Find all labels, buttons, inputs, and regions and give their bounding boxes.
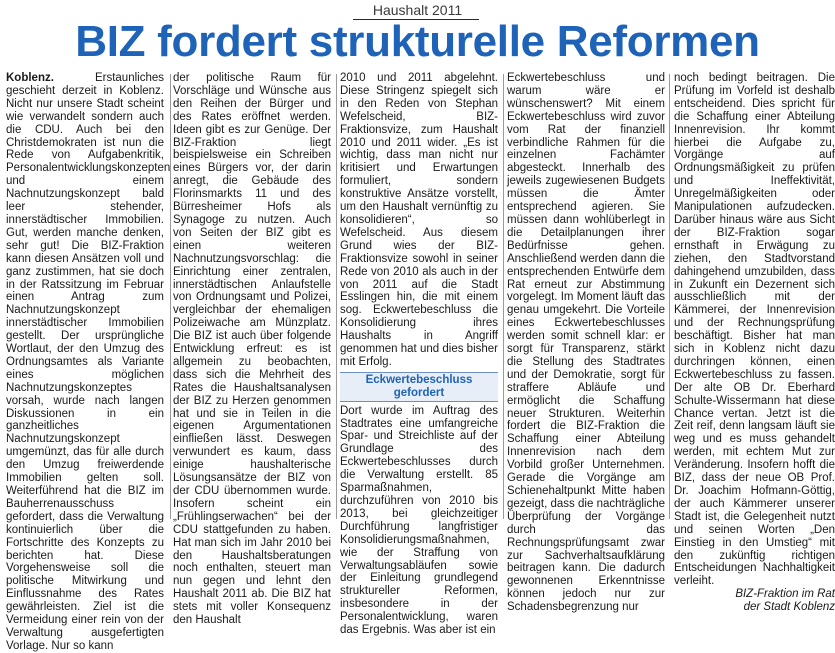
dateline: Koblenz. bbox=[6, 72, 54, 84]
article-column-5 bbox=[674, 72, 835, 614]
article-body bbox=[6, 72, 835, 652]
page-title: BIZ fordert strukturelle Reformen bbox=[75, 17, 760, 66]
section-kicker: Haushalt 2011 bbox=[372, 2, 463, 18]
article-paragraph bbox=[6, 72, 171, 653]
article-text: Eckwertebeschluss und warum wäre er wünschenswert? Mit einem Eckwertebeschluss wird zuvor vom Rat der finanziell verbindliche Rahmen für die einzelnen Fachämter abgesteckt. Innerhalb des jeweils zugewiesenen Budgets müssen die Ämter entsprechend agieren. Sie müssen dann wohlüberlegt in die Detailplanungen ihrer Bedürfnisse gehen. Anschließend werden dann die entsprechenden Entwürfe dem Rat erneut zur Abstimmung vorgelegt. Im Moment läuft das genau umgekehrt. Die Vorteile eines Eckwertebeschlusses werden somit schnell klar: er sorgt für Transparenz, stärkt die Stellung des Stadtrates und der Demokratie, sorgt für straffere Abläufe und ermöglicht die Schaffung neuer Strukturen. Weiterhin fordert die BIZ-Fraktion die Schaffung einer Abteilung Innenrevision nach dem Vorbild großer Unternehmen. Gerade die Vorgänge am Schienehaltpunkt Mitte haben gezeigt, dass die nachträgliche Überprüfung der Vorgänge durch das Rechnungsprüfungsamt zwar zur Sachverhaltsaufklärung beitragen kann. Die dadurch gewonnenen Erkenntnisse können jedoch nur zur Schadensbegrenzung nur bbox=[507, 72, 665, 614]
article-text: 2010 und 2011 abgelehnt. Diese Stringenz spiegelt sich in den Reden von Stephan Wefelscheid, BIZ-Fraktionsvize, zum Haushalt 2010 und 2011 wider. „Es ist wichtig, dass man nicht nur kritisiert und Erwartungen formuliert, sondern konstruktive Ansätze vorstellt, um den Haushalt vernünftig zu konsolidieren“, so Wefelscheid. Aus diesem Grund wies der BIZ-Fraktionsvize sowohl in seiner Rede von 2010 als auch in der von 2011 auf die Stadt Esslingen hin, die mit einem sog. Eckwertebeschluss die Konsolidierung ihres Haushalts in Angriff genommen hat und dies bisher mit Erfolg. bbox=[340, 72, 498, 368]
article-column-1 bbox=[6, 72, 171, 652]
article-text: der politische Raum für Vorschläge und Wünsche aus den Reihen der Bürger und des Rates eröffnet werden. Ideen gibt es zur Genüge. Der BIZ-Fraktion liegt beispielsweise ein Schreiben eines Bürgers vor, der darin anregt, die Gebäude des Florinsmarkts 11 und des Bürresheimer Hofs als Synagoge zu nutzen. Auch von Seiten der BIZ gibt es einen weiteren Nachnutzungsvorschlag: die Einrichtung einer zentralen, innerstädtischen Anlaufstelle von Ordnungsamt und Polizei, vergleichbar der ehemaligen Polizeiwache am Münzplatz. Die BIZ ist auch über folgende Entwicklung erfreut: es ist allgemein zu beobachten, dass sich die Mehrheit des Rates die Haushaltsanalysen der BIZ zu Herzen genommen hat und sie in Teilen in die eigenen Argumentationen einfließen lässt. Deswegen verwundert es kaum, dass einige haushalterische Lösungsansätze der BIZ von der CDU übernommen wurde. Insofern scheint ein „Frühlingserwachen“ bei der CDU stattgefunden zu haben. Hat man sich im Jahr 2010 bei den Haushaltsberatungen noch enthalten, steuert man nun gegen und lehnt den Haushalt 2011 ab. Die BIZ hat stets mit voller Konsequenz den Haushalt bbox=[173, 72, 331, 627]
article-text: Dort wurde im Auftrag des Stadtrates eine umfangreiche Spar- und Streichliste auf der Grundlage des Eckwertebeschlusses durch die Verwaltung erstellt. 85 Sparmaßnahmen, durchzuführen von 2010 bis 2013, bei gleichzeitiger Durchführung langfristiger Konsolidierungsmaßnahmen, wie der Straffung von Verwaltungsabläufen sowie der Einleitung grundlegend struktureller Reformen, insbesondere in der Personalentwicklung, waren das Ergebnis. Was aber ist ein bbox=[340, 404, 498, 637]
article-column-3 bbox=[340, 72, 498, 637]
article-text: Erstaunliches geschieht derzeit in Koblenz. Nicht nur unsere Stadt scheint wie verwandelt sondern auch die CDU. Auch bei den Christdemokraten ist nun die Rede von Aufgabenkritik, Personalentwicklungskonzepten und einem Nachnutzungskonzept bald leer stehender, innerstädtischer Immobilien. Gut, werden manche denken, sehr gut! Die BIZ-Fraktion kann diesen Ansätzen voll und ganz zustimmen, hat sie doch in der Ratssitzung im Februar einen Antrag zum Nachnutzungskonzept innerstädtischer Immobilien gestellt. Der ursprüngliche Wortlaut, der den Umzug des Ordnungsamtes als Variante eines möglichen Nachnutzungskonzeptes vorsah, wurde nach langen Diskussionen in ein ganzheitliches Nachnutzungskonzept umgemünzt, das für alle durch den Umzug freiwerdende Immobilien gelten soll. Weiterführend hat die BIZ im Bauherrenausschuss gefordert, dass die Verwaltung kontinuierlich über die Fortschritte des Konzepts zu berichten hat. Diese Vorgehensweise soll die politische Mitwirkung und Einflussnahme des Rates gewährleisten. Ziel ist die Vermeidung einer rein von der Verwaltung ausgefertigten Vorlage. Nur so kann bbox=[6, 72, 171, 652]
article-text: noch bedingt beitragen. Die Prüfung im Vorfeld ist deshalb entscheidend. Dies spricht für die Schaffung einer Abteilung Innenrevision. Ihr kommt hierbei die Aufgabe zu, Vorgänge auf Ordnungsmäßigkeit zu prüfen und Ineffektivität, Unregelmäßigkeiten oder Manipulationen aufzudecken. Darüber hinaus wäre aus Sicht der BIZ-Fraktion sogar ernsthaft in Erwägung zu ziehen, den Stadtvorstand dahingehend umzubilden, dass in Zukunft ein Dezernent sich ausschließlich mit der Kämmerei, der Innenrevision und der Rechnungsprüfung beschäftigt. Bisher hat man sich in Koblenz nicht dazu durchringen können, einen Eckwertebeschluss zu fassen. Der alte OB Dr. Eberhard Schulte-Wissermann hat diese Chance vertan. Jetzt ist die Zeit reif, denn langsam läuft sie weg und es muss gehandelt werden, mit echtem Mut zur Veränderung. Insofern hofft die BIZ, dass der neue OB Prof. Dr. Joachim Hofmann-Göttig, der auch Kämmerer unserer Stadt ist, die Gelegenheit nutzt und seinen Worten „Den Einstieg in den Umstieg“ mit den zukünftig richtigen Entscheidungen Nachhaltigkeit verleiht. bbox=[674, 72, 835, 588]
article-column-2 bbox=[173, 72, 331, 627]
author-signoff: BIZ-Fraktion im Rat bbox=[735, 588, 835, 601]
section-subheading: Eckwertebeschluss gefordert bbox=[340, 372, 498, 402]
author-signoff-line-2: der Stadt Koblenz bbox=[743, 601, 835, 614]
article-column-4 bbox=[507, 72, 665, 614]
